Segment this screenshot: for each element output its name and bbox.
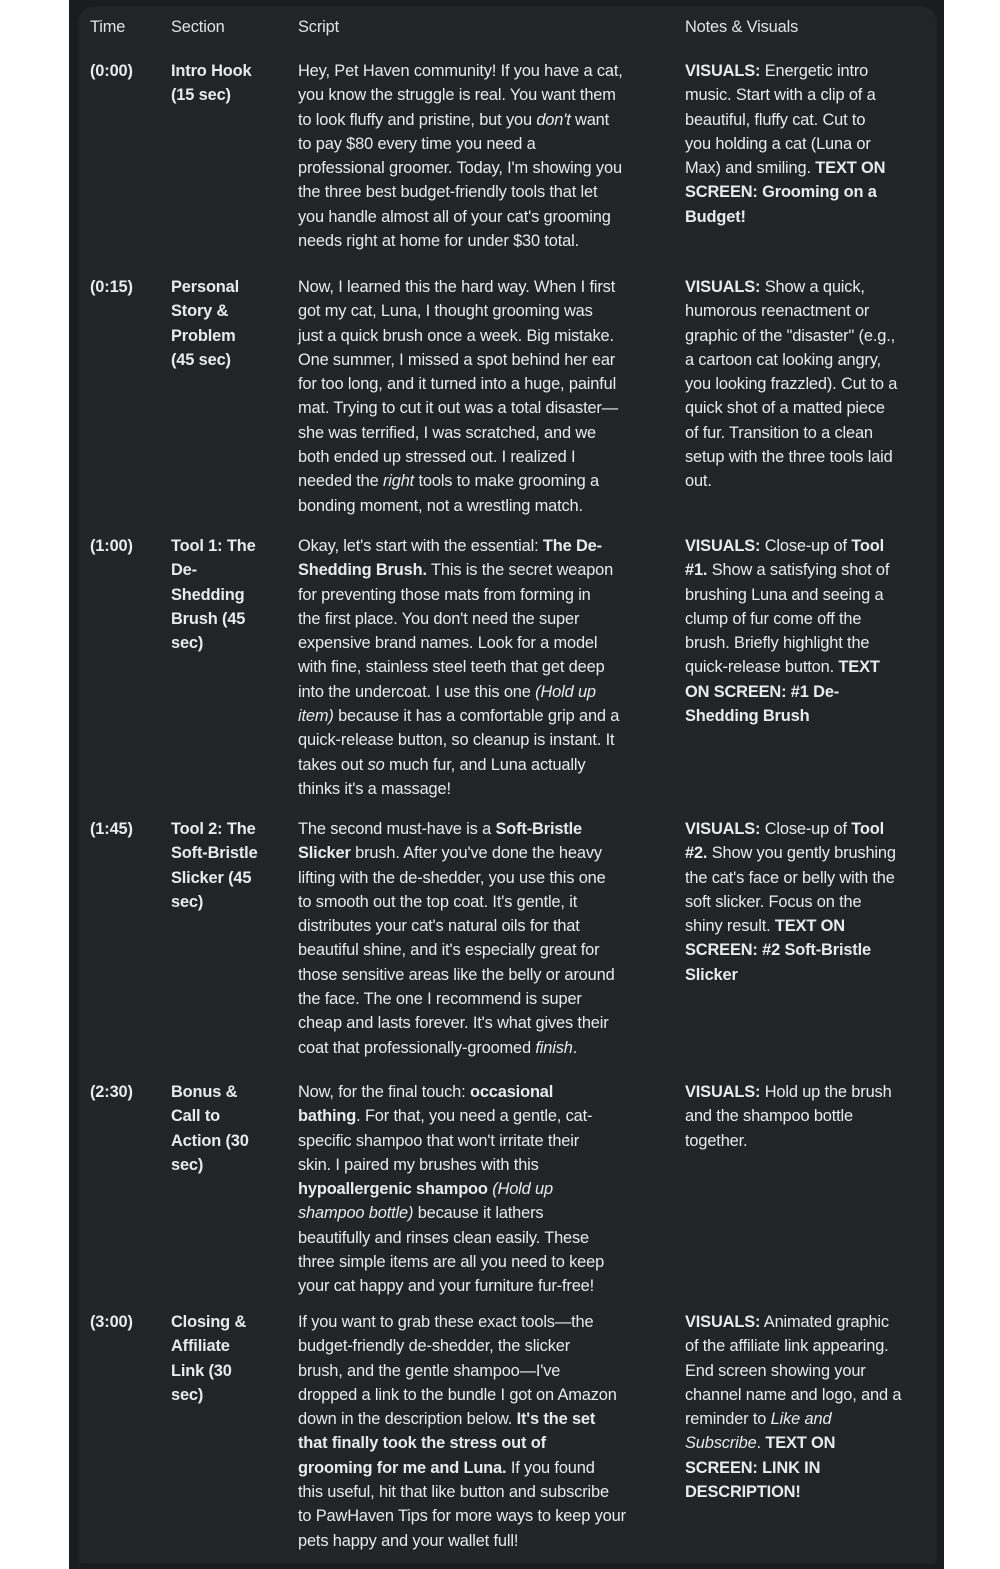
- text-segment: the face. The one I recommend is super: [298, 990, 582, 1009]
- text-segment: both ended up stressed out. I realized I: [298, 448, 576, 467]
- section-cell: [171, 1080, 291, 1177]
- text-segment: Show a satisfying shot of: [707, 561, 890, 580]
- script-line: [298, 866, 673, 890]
- text-segment: of fur. Transition to a clean: [685, 423, 873, 442]
- section-line: sec): [171, 892, 204, 911]
- script-line: [298, 631, 673, 655]
- script-line: [298, 753, 673, 777]
- notes-line: [685, 1407, 935, 1431]
- italic-text: right: [382, 472, 415, 491]
- bold-text: Soft-Bristle: [495, 820, 582, 838]
- section-line: Tool 1: The: [171, 537, 256, 555]
- text-segment: with fine, stainless steel teeth that get deep: [298, 658, 605, 677]
- notes-line: [685, 1080, 935, 1104]
- script-line: [298, 1359, 673, 1383]
- text-segment: humorous reenactment or: [685, 302, 870, 321]
- text-segment: shiny result.: [685, 917, 775, 936]
- bold-text: that finally took the stress out of: [298, 1434, 546, 1453]
- text-segment: brushing Luna and seeing a: [685, 585, 884, 604]
- text-segment: and the shampoo bottle: [685, 1107, 854, 1126]
- script-line: [298, 1011, 673, 1035]
- section-line: Closing &: [171, 1313, 247, 1331]
- script-line: [298, 324, 673, 348]
- notes-line: [685, 396, 935, 420]
- notes-cell: [685, 1310, 935, 1504]
- notes-line: [685, 421, 935, 445]
- script-line: [298, 1407, 673, 1431]
- notes-line: [685, 132, 935, 156]
- notes-line: [685, 299, 935, 323]
- italic-text: Like and: [770, 1410, 832, 1429]
- time-cell: (1:45): [90, 820, 133, 838]
- bold-text: Tool: [851, 537, 885, 555]
- script-line: [298, 205, 673, 229]
- text-segment: End screen showing your: [685, 1361, 866, 1380]
- script-line: [298, 494, 673, 518]
- section-cell: [171, 534, 291, 655]
- notes-line: [685, 59, 935, 83]
- text-segment: this useful, hit that like button and subscribe: [298, 1483, 609, 1502]
- text-segment: to PawHaven Tips for more ways to keep your: [298, 1507, 626, 1526]
- text-segment: for preventing those mats from forming in: [298, 585, 591, 604]
- text-segment: quick-release button.: [685, 658, 839, 677]
- header-time: Time: [90, 18, 126, 36]
- bold-text: Slicker: [685, 965, 738, 984]
- text-segment: beautiful, fluffy cat. Cut to: [685, 110, 866, 129]
- bold-text: VISUALS:: [685, 278, 761, 296]
- section-line: Intro Hook: [171, 62, 252, 80]
- section-line: Brush (45: [171, 609, 246, 628]
- notes-line: [685, 914, 935, 938]
- text-segment: .: [572, 1038, 578, 1057]
- script-cell: [298, 1080, 673, 1299]
- bold-text: TEXT ON: [815, 159, 886, 178]
- script-line: [298, 396, 673, 420]
- notes-line: [685, 534, 935, 558]
- section-line: De-: [171, 561, 197, 580]
- text-segment: Okay, let's start with the essential:: [298, 537, 543, 555]
- notes-line: [685, 938, 935, 962]
- text-segment: got my cat, Luna, I thought grooming was: [298, 302, 593, 321]
- text-segment: budget-friendly de-shedder, the slicker: [298, 1337, 571, 1356]
- section-line: sec): [171, 1385, 204, 1404]
- text-segment: Now, for the final touch:: [298, 1083, 470, 1101]
- section-cell: [171, 817, 291, 914]
- text-segment: .: [756, 1434, 766, 1453]
- section-line: Affiliate: [171, 1337, 230, 1356]
- bold-text: The De-: [542, 537, 602, 555]
- text-segment: to look fluffy and pristine, but you: [298, 110, 537, 129]
- script-line: [298, 132, 673, 156]
- section-line: Tool 2: The: [171, 820, 256, 838]
- notes-line: [685, 324, 935, 348]
- section-line: Link (30: [171, 1361, 232, 1380]
- notes-line: [685, 180, 935, 204]
- section-cell: [171, 1310, 291, 1407]
- header-notes: Notes & Visuals: [685, 18, 799, 36]
- script-line: [298, 1036, 673, 1060]
- notes-line: [685, 631, 935, 655]
- text-segment: brush. Briefly highlight the: [685, 634, 870, 653]
- text-segment: quick shot of a matted piece: [685, 399, 885, 418]
- text-segment: you looking frazzled). Cut to a: [685, 375, 898, 394]
- italic-text: (Hold up: [487, 1180, 553, 1199]
- section-line: Shedding: [171, 585, 245, 604]
- bold-text: TEXT ON: [774, 917, 845, 936]
- text-segment: together.: [685, 1131, 748, 1150]
- text-segment: needs right at home for under $30 total.: [298, 232, 580, 251]
- section-line: (45 sec): [171, 350, 231, 369]
- bold-text: VISUALS:: [685, 537, 761, 555]
- text-segment: much fur, and Luna actually: [384, 755, 586, 774]
- text-segment: Max) and smiling.: [685, 159, 816, 178]
- notes-line: [685, 655, 935, 679]
- text-segment: the first place. You don't need the super: [298, 609, 580, 628]
- bold-text: hypoallergenic shampoo: [298, 1180, 488, 1199]
- text-segment: those sensitive areas like the belly or around: [298, 965, 615, 984]
- notes-line: [685, 1456, 935, 1480]
- notes-line: [685, 963, 935, 987]
- text-segment: just a quick brush once a week. Big mistake.: [298, 326, 614, 345]
- section-line: Story &: [171, 302, 229, 321]
- text-segment: coat that professionally-groomed: [298, 1038, 536, 1057]
- script-line: [298, 680, 673, 704]
- script-cell: [298, 275, 673, 518]
- notes-line: [685, 205, 935, 229]
- italic-text: don't: [536, 110, 571, 129]
- script-line: [298, 1153, 673, 1177]
- text-segment: Close-up of: [760, 820, 852, 838]
- notes-line: [685, 348, 935, 372]
- script-line: [298, 890, 673, 914]
- text-segment: brush. After you've done the heavy: [350, 844, 602, 863]
- section-line: Bonus &: [171, 1083, 238, 1101]
- italic-text: so: [367, 755, 385, 774]
- text-segment: brush, and the gentle shampoo—I've: [298, 1361, 561, 1380]
- text-segment: want: [570, 110, 610, 129]
- text-segment: clump of fur come off the: [685, 609, 862, 628]
- notes-line: [685, 275, 935, 299]
- bold-text: grooming for me and Luna.: [298, 1458, 507, 1477]
- section-line: Soft-Bristle: [171, 844, 258, 863]
- text-segment: graphic of the "disaster" (e.g.,: [685, 326, 896, 345]
- script-line: [298, 299, 673, 323]
- script-line: [298, 229, 673, 253]
- section-cell: [171, 275, 291, 372]
- notes-line: [685, 1334, 935, 1358]
- text-segment: Show you gently brushing: [707, 844, 896, 863]
- text-segment: expensive brand names. Look for a model: [298, 634, 598, 653]
- section-line: Personal: [171, 278, 240, 296]
- time-cell: (0:00): [90, 62, 133, 80]
- header-section: Section: [171, 18, 225, 36]
- text-segment: Energetic intro: [760, 62, 869, 80]
- time-cell: (1:00): [90, 537, 133, 555]
- section-line: sec): [171, 1155, 204, 1174]
- script-line: [298, 1226, 673, 1250]
- text-segment: to pay $80 every time you need a: [298, 134, 536, 153]
- script-line: [298, 583, 673, 607]
- script-line: [298, 1504, 673, 1528]
- notes-line: [685, 817, 935, 841]
- script-line: [298, 534, 673, 558]
- notes-cell: [685, 1080, 935, 1153]
- text-segment: dropped a link to the bundle I got on Amazon: [298, 1385, 617, 1404]
- text-segment: skin. I paired my brushes with this: [298, 1155, 539, 1174]
- section-cell: [171, 59, 291, 108]
- text-segment: cheap and lasts forever. It's what gives their: [298, 1014, 609, 1033]
- text-segment: takes out: [298, 755, 368, 774]
- text-segment: three simple items are all you need to keep: [298, 1253, 605, 1272]
- script-line: [298, 1456, 673, 1480]
- script-line: [298, 421, 673, 445]
- notes-line: [685, 1480, 935, 1504]
- notes-line: [685, 704, 935, 728]
- script-line: [298, 987, 673, 1011]
- text-segment: you handle almost all of your cat's grooming: [298, 207, 611, 226]
- script-line: [298, 914, 673, 938]
- bold-text: #2.: [685, 844, 708, 863]
- text-segment: setup with the three tools laid: [685, 448, 893, 467]
- bold-text: occasional: [469, 1083, 554, 1101]
- notes-line: [685, 83, 935, 107]
- text-segment: Close-up of: [760, 537, 852, 555]
- text-segment: needed the: [298, 472, 383, 491]
- script-line: [298, 1250, 673, 1274]
- text-segment: Hey, Pet Haven community! If you have a cat,: [298, 62, 623, 80]
- notes-line: [685, 469, 935, 493]
- italic-text: shampoo bottle): [298, 1204, 414, 1223]
- italic-text: item): [298, 707, 334, 726]
- bold-text: SCREEN: LINK IN: [685, 1458, 821, 1477]
- notes-line: [685, 1359, 935, 1383]
- text-segment: This is the secret weapon: [426, 561, 614, 580]
- bold-text: DESCRIPTION!: [685, 1483, 801, 1502]
- notes-line: [685, 372, 935, 396]
- notes-line: [685, 1383, 935, 1407]
- script-line: [298, 1334, 673, 1358]
- script-line: [298, 1129, 673, 1153]
- notes-line: [685, 108, 935, 132]
- text-segment: channel name and logo, and a: [685, 1385, 902, 1404]
- notes-line: [685, 156, 935, 180]
- bold-text: Slicker: [298, 844, 351, 863]
- notes-line: [685, 866, 935, 890]
- text-segment: distributes your cat's natural oils for that: [298, 917, 580, 936]
- time-cell: (3:00): [90, 1313, 133, 1331]
- text-segment: lifting with the de-shedder, you use this one: [298, 868, 606, 887]
- script-line: [298, 1529, 673, 1553]
- script-line: [298, 469, 673, 493]
- notes-line: [685, 583, 935, 607]
- script-line: [298, 963, 673, 987]
- text-segment: you holding a cat (Luna or: [685, 134, 871, 153]
- text-segment: the cat's face or belly with the: [685, 868, 895, 887]
- text-segment: One summer, I missed a spot behind her ear: [298, 350, 616, 369]
- script-line: [298, 607, 673, 631]
- script-line: [298, 83, 673, 107]
- bold-text: ON SCREEN: #1 De-: [685, 682, 840, 701]
- section-line: Slicker (45: [171, 868, 252, 887]
- bold-text: VISUALS:: [685, 1313, 761, 1331]
- notes-line: [685, 1310, 935, 1334]
- text-segment: Hold up the brush: [760, 1083, 892, 1101]
- script-line: [298, 1080, 673, 1104]
- script-cell: [298, 1310, 673, 1553]
- text-segment: the three best budget-friendly tools that let: [298, 183, 598, 202]
- time-cell: (0:15): [90, 278, 133, 296]
- time-cell: (2:30): [90, 1083, 133, 1101]
- text-segment: out.: [685, 472, 712, 491]
- text-segment: mat. Trying to cut it out was a total disaster—: [298, 399, 618, 418]
- script-line: [298, 1104, 673, 1128]
- text-segment: of the affiliate link appearing.: [685, 1337, 889, 1356]
- text-segment: your cat happy and your furniture fur-free!: [298, 1277, 595, 1296]
- bold-text: Shedding Brush: [685, 707, 810, 726]
- text-segment: for too long, and it turned into a huge, painful: [298, 375, 617, 394]
- script-line: [298, 1201, 673, 1225]
- script-line: [298, 445, 673, 469]
- notes-line: [685, 1431, 935, 1455]
- text-segment: bonding moment, not a wrestling match.: [298, 496, 583, 515]
- script-line: [298, 704, 673, 728]
- notes-line: [685, 841, 935, 865]
- italic-text: (Hold up: [535, 682, 596, 701]
- script-line: [298, 108, 673, 132]
- bold-text: TEXT ON: [765, 1434, 836, 1453]
- script-line: [298, 1310, 673, 1334]
- bold-text: Budget!: [685, 207, 746, 226]
- section-line: Action (30: [171, 1131, 249, 1150]
- text-segment: beautiful shine, and it's especially great for: [298, 941, 600, 960]
- text-segment: The second must-have is a: [298, 820, 496, 838]
- script-line: [298, 348, 673, 372]
- bold-text: VISUALS:: [685, 62, 761, 80]
- bold-text: SCREEN: #2 Soft-Bristle: [685, 941, 871, 960]
- script-line: [298, 1274, 673, 1298]
- notes-line: [685, 445, 935, 469]
- text-segment: to smooth out the top coat. It's gentle, it: [298, 892, 578, 911]
- text-segment: specific shampoo that won't irritate their: [298, 1131, 580, 1150]
- section-line: Call to: [171, 1107, 221, 1126]
- text-segment: you know the struggle is real. You want them: [298, 86, 616, 105]
- header-script: Script: [298, 18, 339, 36]
- text-segment: Now, I learned this the hard way. When I first: [298, 278, 616, 296]
- notes-line: [685, 680, 935, 704]
- text-segment: tools to make grooming a: [414, 472, 599, 491]
- text-segment: because it has a comfortable grip and a: [333, 707, 620, 726]
- bold-text: #1.: [685, 561, 708, 580]
- script-cell: [298, 59, 673, 253]
- script-line: [298, 1480, 673, 1504]
- section-line: Problem: [171, 326, 236, 345]
- script-line: [298, 938, 673, 962]
- section-line: (15 sec): [171, 86, 231, 105]
- script-line: [298, 1383, 673, 1407]
- script-line: [298, 817, 673, 841]
- script-line: [298, 1431, 673, 1455]
- bold-text: bathing: [298, 1107, 357, 1126]
- script-line: [298, 841, 673, 865]
- text-segment: beautifully and rinses clean easily. These: [298, 1228, 590, 1247]
- italic-text: Subscribe: [685, 1434, 757, 1453]
- script-cell: [298, 817, 673, 1060]
- text-segment: into the undercoat. I use this one: [298, 682, 536, 701]
- script-line: [298, 59, 673, 83]
- text-segment: . For that, you need a gentle, cat-: [356, 1107, 593, 1126]
- script-line: [298, 372, 673, 396]
- text-segment: because it lathers: [413, 1204, 544, 1223]
- text-segment: quick-release button, so cleanup is instant. It: [298, 731, 615, 750]
- text-segment: a cartoon cat looking angry,: [685, 350, 881, 369]
- bold-text: Tool: [851, 820, 885, 838]
- bold-text: TEXT: [838, 658, 880, 677]
- bold-text: SCREEN: Grooming on a: [685, 183, 877, 202]
- script-line: [298, 156, 673, 180]
- script-cell: [298, 534, 673, 801]
- text-segment: professional groomer. Today, I'm showing you: [298, 159, 622, 178]
- text-segment: If you found: [506, 1458, 595, 1477]
- notes-line: [685, 607, 935, 631]
- script-line: [298, 777, 673, 801]
- script-line: [298, 180, 673, 204]
- text-segment: down in the description below.: [298, 1410, 517, 1429]
- text-segment: pets happy and your wallet full!: [298, 1531, 519, 1550]
- bold-text: VISUALS:: [685, 820, 761, 838]
- text-segment: she was terrified, I was scratched, and we: [298, 423, 596, 442]
- notes-line: [685, 890, 935, 914]
- script-line: [298, 655, 673, 679]
- script-line: [298, 1177, 673, 1201]
- notes-line: [685, 1104, 935, 1128]
- text-segment: soft slicker. Focus on the: [685, 892, 862, 911]
- notes-cell: [685, 817, 935, 987]
- notes-line: [685, 558, 935, 582]
- script-line: [298, 275, 673, 299]
- text-segment: thinks it's a massage!: [298, 779, 451, 798]
- text-segment: Animated graphic: [760, 1313, 889, 1331]
- script-line: [298, 728, 673, 752]
- italic-text: finish: [535, 1038, 573, 1057]
- notes-cell: [685, 534, 935, 728]
- text-segment: Show a quick,: [760, 278, 865, 296]
- bold-text: Shedding Brush.: [298, 561, 427, 580]
- script-line: [298, 558, 673, 582]
- notes-line: [685, 1129, 935, 1153]
- text-segment: music. Start with a clip of a: [685, 86, 876, 105]
- notes-cell: [685, 59, 935, 229]
- text-segment: reminder to: [685, 1410, 771, 1429]
- section-line: sec): [171, 634, 204, 653]
- bold-text: It's the set: [516, 1410, 596, 1429]
- text-segment: If you want to grab these exact tools—the: [298, 1313, 594, 1331]
- notes-cell: [685, 275, 935, 494]
- bold-text: VISUALS:: [685, 1083, 761, 1101]
